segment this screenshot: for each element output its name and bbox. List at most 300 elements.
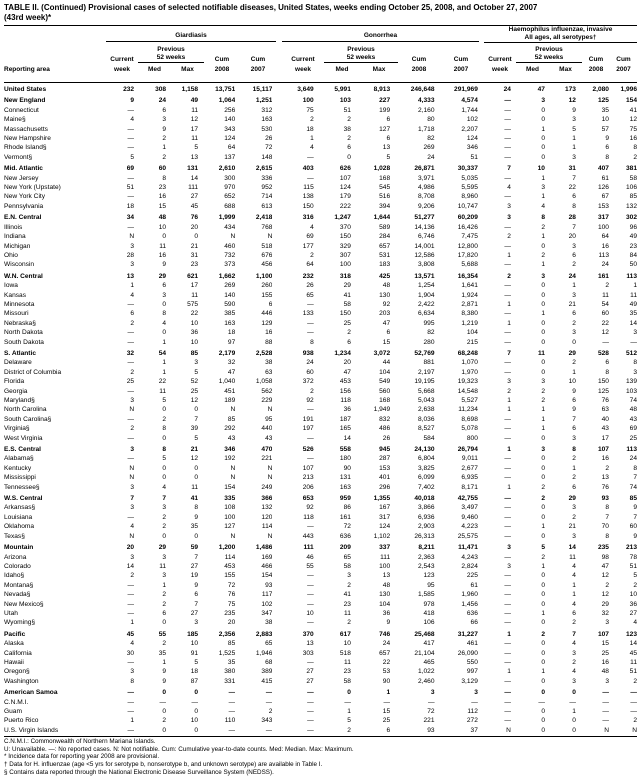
table-cell: 90	[343, 464, 351, 472]
table-cell: 2	[633, 581, 637, 589]
table-cell: 163	[339, 483, 351, 491]
table-cell: —	[127, 513, 135, 521]
table-cell: 2	[541, 397, 545, 404]
table-cell: 4	[130, 640, 135, 648]
table-cell: 1,644	[373, 214, 391, 222]
reporting-area-cell: Virginia§	[4, 425, 30, 433]
table-cell: 60	[158, 165, 167, 173]
table-cell: —	[504, 415, 511, 423]
table-cell: 173	[564, 86, 576, 93]
table-cell: 434	[224, 223, 236, 231]
table-cell: 1	[541, 562, 545, 570]
table-cell: 1	[541, 406, 545, 414]
table-cell: 676	[261, 251, 273, 259]
table-cell: —	[307, 708, 314, 715]
table-cell: 2	[130, 368, 135, 376]
table-cell: —	[127, 591, 135, 599]
giardiasis-previous-label: Previous	[157, 46, 185, 53]
reporting-area-cell: Utah	[4, 609, 18, 617]
table-cell: 29	[568, 349, 576, 357]
table-cell: 16	[158, 251, 167, 259]
table-cell: 35	[601, 106, 609, 114]
table-cell: 800	[466, 434, 478, 442]
table-cell: 1,219	[461, 319, 478, 327]
table-cell: 48	[629, 406, 637, 414]
table-cell: —	[504, 261, 511, 269]
table-cell: 26	[382, 434, 391, 442]
table-cell: 2	[310, 387, 314, 395]
table-cell: 12	[629, 116, 637, 124]
table-cell: 2	[347, 116, 351, 124]
table-cell: 2	[572, 261, 576, 269]
table-cell: 389	[261, 668, 273, 676]
table-cell: 13	[601, 474, 609, 482]
table-cell: 1,200	[218, 544, 236, 552]
table-cell: 8	[633, 464, 637, 472]
table-cell: 881	[423, 359, 435, 367]
table-cell: N	[230, 464, 236, 472]
table-cell: 9	[572, 406, 576, 414]
table-cell: 1	[507, 406, 511, 414]
table-cell: N	[129, 406, 135, 414]
table-cell: 2,677	[461, 464, 478, 472]
table-cell: —	[504, 425, 511, 433]
table-cell: 15,117	[252, 86, 273, 93]
table-cell: 26,794	[457, 446, 478, 454]
table-cell: 5,668	[418, 387, 435, 395]
table-cell: 51	[629, 562, 637, 570]
table-row	[4, 251, 637, 260]
table-cell: 2	[310, 251, 314, 259]
table-cell: 3	[130, 553, 135, 561]
table-cell: 0	[347, 153, 351, 161]
table-title	[4, 0, 637, 23]
table-cell: 15	[382, 338, 391, 346]
table-cell: 35	[227, 658, 236, 666]
table-cell: 1,064	[218, 97, 236, 105]
reporting-area-cell: W.S. Central	[4, 495, 43, 503]
table-cell: 9	[162, 125, 167, 133]
table-cell: 8	[633, 359, 637, 367]
table-cell: 36	[343, 406, 351, 414]
table-cell: 10	[568, 378, 576, 386]
table-cell: 235	[224, 609, 236, 617]
reporting-area-cell: Florida	[4, 378, 25, 386]
table-cell: 284	[379, 233, 391, 241]
table-cell: —	[504, 329, 511, 337]
table-cell: 187	[339, 415, 351, 423]
table-row	[4, 424, 637, 433]
table-cell: 7	[162, 495, 167, 503]
table-cell: 103	[625, 387, 637, 395]
table-cell: 2	[507, 387, 511, 395]
table-cell: 189	[224, 397, 236, 404]
table-cell: —	[307, 523, 314, 531]
table-cell: 76	[190, 214, 199, 222]
table-cell: 18	[126, 202, 135, 210]
table-row	[4, 192, 637, 201]
table-cell: 4,243	[461, 553, 478, 561]
table-cell: 1	[507, 668, 511, 676]
table-cell: 69	[306, 233, 314, 241]
table-cell: 269	[224, 282, 236, 290]
table-cell: —	[504, 474, 511, 482]
table-cell: 28	[126, 251, 135, 259]
table-cell: 3	[162, 572, 167, 580]
table-cell: 1	[386, 689, 391, 697]
table-cell: 60,209	[457, 214, 478, 222]
table-cell: 7,402	[418, 483, 435, 491]
table-cell: 0	[162, 300, 167, 308]
table-cell: 2,543	[418, 562, 435, 570]
table-cell: 21	[190, 446, 199, 454]
table-cell: 168	[379, 397, 391, 404]
table-cell: 132	[261, 504, 273, 512]
table-cell: 1	[572, 581, 576, 589]
table-cell: 17	[190, 125, 199, 133]
table-cell: 2,460	[418, 677, 435, 685]
gonorrhea-cum2008-year: 2008	[411, 66, 427, 73]
table-cell: —	[191, 698, 199, 706]
table-cell: 102	[261, 600, 273, 608]
reporting-area-cell: Maine§	[4, 116, 26, 124]
table-cell: 6	[130, 310, 135, 318]
table-cell: 13	[382, 144, 391, 152]
table-cell: 6,804	[418, 455, 435, 463]
table-cell: —	[344, 698, 351, 706]
table-cell: 30,337	[457, 165, 478, 173]
table-cell: N	[267, 233, 273, 241]
table-cell: 32	[601, 609, 609, 617]
table-cell: 3	[162, 504, 167, 512]
table-cell: 1	[507, 397, 511, 404]
table-cell: —	[127, 698, 135, 706]
table-cell: 54	[158, 349, 167, 357]
table-cell: 3	[633, 368, 637, 376]
table-cell: 45	[190, 202, 199, 210]
table-cell: 8	[162, 174, 167, 182]
table-cell: 36	[190, 329, 199, 337]
table-cell: 0	[347, 689, 351, 697]
table-cell: 27	[190, 609, 199, 617]
table-cell: 66	[470, 619, 478, 627]
table-cell: 154	[224, 483, 236, 491]
table-row	[4, 202, 637, 211]
reporting-area-cell: New York (Upstate)	[4, 184, 61, 192]
table-cell: 307	[339, 251, 351, 259]
table-cell: 29	[158, 272, 167, 280]
table-cell: 69	[126, 165, 135, 173]
table-cell: N	[267, 532, 273, 540]
table-cell: 5	[194, 434, 199, 442]
table-cell: 111	[380, 553, 391, 561]
table-cell: 545	[379, 184, 391, 192]
table-cell: 22	[190, 310, 199, 318]
table-cell: 80	[427, 116, 435, 124]
table-cell: 0	[541, 242, 545, 250]
table-cell: 584	[423, 434, 435, 442]
table-row	[4, 571, 637, 580]
table-cell: 22	[601, 319, 609, 327]
table-cell: 2	[162, 640, 167, 648]
table-cell: 256	[224, 106, 236, 114]
reporting-area-cell: California	[4, 649, 32, 657]
table-row	[4, 115, 637, 124]
table-cell: 227	[379, 97, 391, 105]
table-cell: 124	[224, 135, 236, 143]
table-cell: 0	[194, 726, 199, 734]
table-cell: 14	[126, 562, 135, 570]
table-cell: 1	[572, 135, 576, 143]
reporting-area-cell: C.N.M.I.	[4, 698, 29, 706]
reporting-area-cell: Texas§	[4, 532, 25, 540]
table-cell: 72	[227, 581, 236, 589]
table-cell: —	[504, 125, 511, 133]
table-cell: 118	[303, 513, 314, 521]
table-cell: 153	[379, 464, 391, 472]
table-cell: 589	[379, 223, 391, 231]
table-cell: 1	[541, 233, 545, 241]
table-cell: 117	[261, 591, 273, 599]
table-row	[4, 473, 637, 482]
table-cell: 11	[538, 349, 545, 357]
table-cell: 8,171	[461, 483, 478, 491]
table-cell: 3	[541, 272, 545, 280]
table-cell: —	[127, 387, 135, 395]
table-cell: 0	[541, 116, 545, 124]
table-cell: 443	[302, 532, 314, 540]
table-cell: —	[504, 97, 511, 105]
haemophilus-previous-label: Previous	[535, 46, 563, 53]
table-cell: 9	[572, 387, 576, 395]
table-cell: 25	[629, 434, 637, 442]
table-cell: 49	[629, 300, 637, 308]
table-cell: 76	[601, 397, 609, 404]
reporting-area-cell: Arizona	[4, 553, 27, 561]
table-row	[4, 532, 637, 541]
table-cell: 1,641	[461, 282, 478, 290]
table-cell: 124	[339, 184, 351, 192]
reporting-area-cell: U.S. Virgin Islands	[4, 726, 59, 734]
table-cell: —	[307, 698, 314, 706]
table-cell: —	[265, 698, 273, 706]
table-cell: 5	[194, 144, 199, 152]
table-cell: 2	[572, 455, 576, 463]
table-cell: 6	[572, 397, 576, 404]
table-cell: 5,035	[461, 174, 478, 182]
table-cell: 417	[423, 640, 435, 648]
table-cell: 49	[190, 97, 199, 105]
table-cell: 366	[261, 495, 273, 503]
table-cell: 106	[423, 619, 435, 627]
table-cell: 418	[423, 609, 435, 617]
table-cell: 232	[302, 272, 314, 280]
table-cell: 1,040	[218, 378, 236, 386]
table-cell: 0	[541, 464, 545, 472]
table-cell: 8	[541, 214, 545, 222]
table-cell: 318	[339, 272, 351, 280]
table-cell: 0	[162, 464, 167, 472]
table-cell: 110	[224, 717, 236, 725]
table-row	[4, 600, 637, 609]
table-cell: 64	[306, 261, 314, 269]
table-cell: 2	[572, 513, 576, 521]
table-cell: 65	[306, 291, 314, 299]
table-cell: 47	[601, 562, 609, 570]
table-cell: 13	[126, 272, 135, 280]
table-cell: 3	[130, 397, 135, 404]
table-cell: 381	[625, 165, 637, 173]
table-cell: 8	[572, 446, 576, 454]
table-cell: 24	[601, 261, 609, 269]
table-cell: 104	[466, 329, 478, 337]
reporting-area-cell: South Dakota	[4, 338, 44, 346]
table-cell: 3	[347, 572, 351, 580]
table-cell: 57	[601, 125, 609, 133]
table-cell: 222	[339, 202, 351, 210]
table-cell: 45	[629, 649, 637, 657]
table-row	[4, 716, 637, 725]
table-cell: N	[129, 474, 135, 482]
table-cell: 1	[541, 523, 545, 531]
footnote-legend: U: Unavailable. —: No reported cases. N: Not notifiable. Cum: Cumulative year-to-date counts. Med: Median. Max: Maximum.	[4, 745, 354, 753]
table-cell: 12	[190, 116, 199, 124]
giardiasis-rule	[106, 41, 276, 42]
table-cell: 291,969	[454, 86, 478, 93]
table-cell: 3	[572, 434, 576, 442]
reporting-area-cell: Ohio	[4, 251, 18, 259]
table-cell: 27	[629, 609, 637, 617]
table-cell: 12	[601, 572, 609, 580]
table-cell: 0	[541, 640, 545, 648]
table-cell: 3	[633, 329, 637, 337]
reporting-area-cell: Louisiana	[4, 513, 33, 521]
haemophilus-med-label: Med	[526, 66, 539, 73]
reporting-area-cell: American Samoa	[4, 689, 58, 697]
table-cell: 6,634	[418, 310, 435, 318]
table-cell: 6	[268, 300, 273, 308]
table-cell: —	[602, 708, 609, 715]
table-cell: 516	[379, 193, 391, 201]
reporting-area-cell: Indiana	[4, 233, 26, 241]
table-cell: 1	[130, 282, 135, 290]
table-cell: 3	[572, 329, 576, 337]
reporting-area-cell: Maryland§	[4, 397, 35, 404]
table-cell: 9,460	[461, 513, 478, 521]
table-cell: 225	[466, 572, 478, 580]
haemophilus-cum2007-year: 2007	[616, 66, 631, 73]
table-cell: 213	[302, 474, 314, 482]
footnotes	[4, 736, 637, 776]
table-row	[4, 726, 637, 735]
table-cell: 2	[347, 135, 351, 143]
table-cell: 456	[261, 261, 273, 269]
table-cell: —	[127, 106, 135, 114]
table-cell: N	[267, 464, 273, 472]
table-cell: 154	[625, 97, 637, 105]
table-cell: 63	[601, 406, 609, 414]
table-cell: 123	[625, 630, 637, 638]
table-cell: 36	[382, 609, 391, 617]
table-cell: 2	[162, 153, 167, 161]
table-cell: 232	[123, 86, 135, 93]
table-cell: —	[127, 689, 135, 697]
table-cell: 124	[466, 135, 478, 143]
table-row	[4, 649, 637, 658]
table-cell: 4	[130, 291, 135, 299]
table-cell: 401	[379, 474, 391, 482]
table-cell: 29	[601, 600, 609, 608]
table-cell: 0	[541, 291, 545, 299]
table-cell: 1,525	[218, 649, 236, 657]
table-cell: 7	[194, 553, 199, 561]
table-cell: 652	[224, 193, 236, 201]
table-row	[4, 174, 637, 183]
table-cell: 558	[339, 446, 351, 454]
table-cell: 150	[339, 233, 351, 241]
table-cell: 6	[572, 425, 576, 433]
table-row	[4, 396, 637, 405]
table-cell: 4	[310, 144, 314, 152]
table-cell: 1	[162, 581, 167, 589]
table-cell: 20	[126, 544, 135, 552]
table-cell: —	[307, 619, 314, 627]
table-cell: 5	[162, 455, 167, 463]
table-cell: 6	[162, 609, 167, 617]
table-cell: 34	[126, 214, 135, 222]
table-cell: 111	[303, 544, 314, 552]
haemophilus-current-label: Current	[488, 56, 512, 63]
table-cell: 2	[633, 153, 637, 161]
table-cell: 4	[633, 619, 637, 627]
table-cell: 530	[261, 125, 273, 133]
table-row	[4, 609, 637, 618]
table-cell: 4	[310, 223, 314, 231]
table-cell: 31,227	[457, 630, 478, 638]
table-row	[4, 232, 637, 241]
table-cell: 54	[601, 300, 609, 308]
table-cell: 68,248	[457, 349, 478, 357]
table-cell: —	[504, 455, 511, 463]
table-cell: N	[506, 726, 511, 734]
table-cell: 451	[224, 387, 236, 395]
table-cell: 3	[430, 689, 435, 697]
table-cell: 39	[190, 425, 199, 433]
table-cell: —	[307, 174, 314, 182]
table-cell: 24	[503, 86, 511, 93]
table-cell: 37	[470, 726, 478, 734]
table-cell: 59	[190, 544, 199, 552]
table-cell: 41	[629, 106, 637, 114]
table-cell: 21	[568, 523, 576, 531]
table-cell: 2,179	[218, 349, 236, 357]
table-cell: —	[630, 338, 637, 346]
table-cell: 9	[162, 261, 167, 269]
table-cell: 6	[572, 483, 576, 491]
table-cell: 48	[158, 214, 167, 222]
table-cell: 60	[629, 523, 637, 531]
table-cell: 317	[597, 214, 609, 222]
table-cell: 2	[162, 523, 167, 531]
table-cell: 43	[629, 415, 637, 423]
table-row	[4, 581, 637, 590]
table-row	[4, 667, 637, 676]
title-line-2: (43rd week)*	[4, 13, 52, 22]
report-table-container	[4, 0, 637, 776]
table-cell: N	[230, 233, 236, 241]
gonorrhea-previous-label: Previous	[347, 46, 375, 53]
table-row	[4, 309, 637, 318]
